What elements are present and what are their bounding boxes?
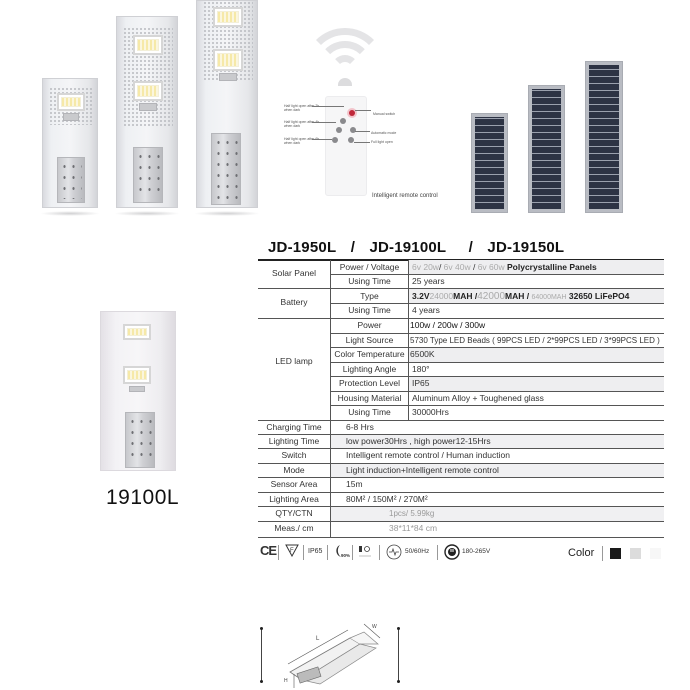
color-label: Color bbox=[568, 547, 595, 559]
voltage-icon bbox=[444, 544, 460, 562]
svg-text:F: F bbox=[290, 548, 294, 554]
featured-model-label: 19100L bbox=[106, 486, 180, 509]
color-swatch-gray bbox=[630, 548, 641, 559]
spec-row-value: Light induction+Intelligent remote control bbox=[346, 465, 499, 475]
frequency-label: 50/60Hz bbox=[405, 548, 430, 555]
remote-label: Half light open after 4h when dark bbox=[284, 120, 320, 128]
spec-row-value: low power30Hrs , high power12-15Hrs bbox=[346, 436, 491, 446]
svg-text:90%: 90% bbox=[341, 553, 350, 558]
ce-mark-icon: CE bbox=[260, 543, 277, 558]
spec-row-value: 15m bbox=[346, 479, 363, 489]
spec-row-label: Lighting Time bbox=[268, 436, 320, 446]
ip65-icon: IP65 bbox=[308, 548, 323, 555]
svg-text:H: H bbox=[284, 678, 288, 684]
spec-row-label: Using Time bbox=[348, 305, 391, 315]
solar-panel-medium bbox=[528, 85, 565, 213]
spec-title: JD-1950L / JD-19100L / JD-19150L bbox=[268, 239, 565, 256]
spec-row-label: Power / Voltage bbox=[339, 262, 400, 272]
spec-row-value: 30000Hrs bbox=[412, 407, 449, 417]
spec-row-value: 6500K bbox=[410, 349, 435, 359]
spec-row-value: 25 years bbox=[412, 276, 445, 286]
spec-row-label: Color Temperature bbox=[334, 349, 405, 359]
spec-row-label: Power bbox=[357, 320, 382, 330]
spec-row-label: Using Time bbox=[348, 276, 391, 286]
remote-body bbox=[325, 96, 367, 196]
spec-row-label: Switch bbox=[281, 450, 307, 460]
spec-row-value: Intelligent remote control / Human induction bbox=[346, 450, 510, 460]
spec-row-label: Protection Level bbox=[339, 378, 400, 388]
color-swatch-black bbox=[610, 548, 621, 559]
spec-row-value: 6v 20w/ 6v 40w / 6v 60w Polycrystalline Panels bbox=[412, 262, 597, 272]
remote-label: Half light open after 2h when dark bbox=[284, 104, 320, 112]
spec-row-label: Mode bbox=[283, 465, 305, 475]
spec-row-label: Sensor Area bbox=[270, 479, 318, 489]
remote-label: Half light open after 6h when dark bbox=[284, 137, 320, 145]
remote-label: Manual switch bbox=[373, 112, 396, 116]
battery-bulb-icon bbox=[358, 545, 372, 561]
spec-group-led-lamp: LED lamp bbox=[275, 356, 313, 366]
f-mark-icon bbox=[285, 544, 299, 559]
spec-row-value: 3.2V24000MAH /42000MAH / 64000MAH 32650 LiFePO4 bbox=[412, 291, 630, 302]
spec-row-label: Housing Material bbox=[337, 393, 402, 403]
lamp-photo-19100l bbox=[116, 16, 178, 208]
spec-group-solar-panel: Solar Panel bbox=[272, 268, 316, 278]
color-swatch-white bbox=[650, 548, 661, 559]
voltage-label: 180-265V bbox=[462, 548, 491, 555]
spec-row-label: Type bbox=[360, 291, 379, 301]
remote-label: Automatic mode bbox=[371, 131, 397, 135]
efficiency-icon bbox=[332, 544, 350, 560]
lamp-photo-19150l bbox=[196, 0, 258, 208]
spec-row-value: IP65 bbox=[412, 378, 430, 388]
spec-row-label: Using Time bbox=[348, 407, 391, 417]
spec-row-value: 80M² / 150M² / 270M² bbox=[346, 494, 428, 504]
remote-label: Full light open bbox=[371, 140, 393, 144]
spec-row-value: 1pcs/ 5.99kg bbox=[389, 509, 435, 518]
spec-row-value: Aluminum Alloy + Toughened glass bbox=[412, 393, 544, 403]
spec-row-label: Lighting Area bbox=[269, 494, 319, 504]
spec-row-label: Meas./ cm bbox=[274, 523, 314, 533]
spec-row-value: 180° bbox=[412, 364, 430, 374]
spec-row-value: 6-8 Hrs bbox=[346, 422, 374, 432]
spec-row-value: 4 years bbox=[412, 305, 440, 315]
lamp-photo-1950l bbox=[42, 78, 98, 208]
spec-row-label: Lighting Angle bbox=[342, 364, 397, 374]
spec-row-label: Light Source bbox=[345, 335, 394, 345]
solar-panel-large bbox=[585, 61, 623, 213]
spec-row-value: 5730 Type LED Beads ( 99PCS LED / 2*99PCS LED / 3*99PCS LED ) bbox=[410, 336, 660, 345]
spec-row-label: QTY/CTN bbox=[275, 508, 313, 518]
svg-text:W: W bbox=[372, 624, 377, 630]
spec-row-label: Charging Time bbox=[266, 422, 322, 432]
spec-row-value: 38*11*84 cm bbox=[389, 523, 438, 533]
frequency-icon bbox=[386, 544, 402, 562]
svg-text:L: L bbox=[316, 636, 320, 642]
spec-row-value: 100w / 200w / 300w bbox=[410, 320, 486, 330]
remote-caption: Intelligent remote control bbox=[372, 193, 438, 199]
solar-panel-small bbox=[471, 113, 508, 213]
spec-group-battery: Battery bbox=[280, 297, 308, 307]
featured-lamp-photo bbox=[100, 311, 176, 471]
